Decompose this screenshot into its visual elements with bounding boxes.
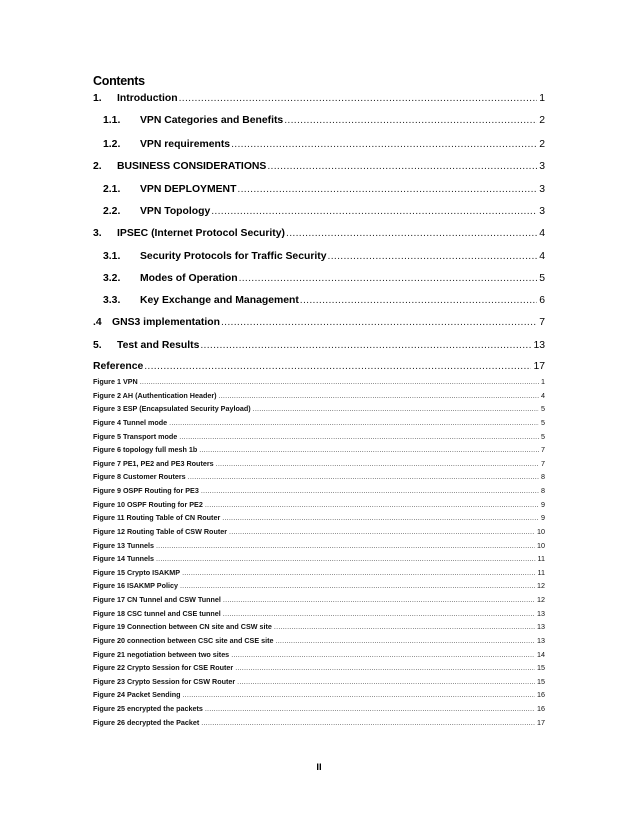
figure-entry-page: 7 bbox=[541, 445, 545, 455]
toc-entry[interactable] bbox=[93, 206, 545, 217]
toc-entry-number: 2.1. bbox=[103, 184, 121, 195]
figure-entry-label: Figure 6 topology full mesh 1b bbox=[93, 445, 198, 455]
figure-leader-dots bbox=[156, 552, 536, 566]
figure-entry-page: 7 bbox=[541, 458, 545, 468]
toc-entry[interactable] bbox=[93, 228, 545, 239]
figure-entry-label: Figure 18 CSC tunnel and CSE tunnel bbox=[93, 608, 221, 618]
toc-entry-page: 4 bbox=[539, 251, 545, 262]
figure-leader-dots bbox=[253, 402, 539, 416]
toc-entry-number: 2.2. bbox=[103, 206, 121, 217]
toc-leader-dots bbox=[267, 161, 537, 172]
figure-entry[interactable] bbox=[93, 620, 545, 634]
figure-entry-page: 9 bbox=[541, 513, 545, 523]
toc-entry-page: 7 bbox=[539, 317, 545, 328]
figure-entry[interactable] bbox=[93, 484, 545, 498]
toc-entry-page: 6 bbox=[539, 295, 545, 306]
figure-entry-page: 14 bbox=[537, 649, 545, 659]
figure-entry-label: Figure 13 Tunnels bbox=[93, 540, 154, 550]
figure-entry[interactable] bbox=[93, 634, 545, 648]
figure-entry[interactable] bbox=[93, 457, 545, 471]
toc-leader-dots bbox=[211, 206, 537, 217]
toc-entry-page: 2 bbox=[539, 115, 545, 126]
figure-entry-page: 5 bbox=[541, 431, 545, 441]
toc-entry[interactable] bbox=[93, 317, 545, 328]
figure-entry[interactable] bbox=[93, 525, 545, 539]
toc-entry-page: 13 bbox=[533, 340, 545, 351]
figure-leader-dots bbox=[274, 620, 535, 634]
toc-entry-number: 3.1. bbox=[103, 251, 121, 262]
figure-entry-page: 17 bbox=[537, 717, 545, 727]
figure-entry[interactable] bbox=[93, 511, 545, 525]
toc-entry-page: 4 bbox=[539, 228, 545, 239]
toc-entry-page: 1 bbox=[539, 93, 545, 104]
figure-entry[interactable] bbox=[93, 470, 545, 484]
toc-leader-dots bbox=[300, 295, 537, 306]
figure-entry[interactable] bbox=[93, 402, 545, 416]
figure-entry[interactable] bbox=[93, 648, 545, 662]
figure-entry-label: Figure 21 negotiation between two sites bbox=[93, 649, 230, 659]
toc-entry-page: 17 bbox=[533, 361, 545, 372]
toc-entry-title: VPN DEPLOYMENT bbox=[140, 184, 237, 195]
figure-entry[interactable] bbox=[93, 539, 545, 553]
figure-leader-dots bbox=[179, 430, 539, 444]
toc-leader-dots bbox=[200, 340, 531, 351]
figure-leader-dots bbox=[223, 593, 535, 607]
toc-entry[interactable] bbox=[93, 139, 545, 150]
toc-entry-title: BUSINESS CONSIDERATIONS bbox=[117, 161, 267, 172]
figure-entry-page: 8 bbox=[541, 486, 545, 495]
toc-entry-page: 3 bbox=[539, 161, 545, 172]
figure-entry-page: 9 bbox=[541, 499, 545, 509]
toc-leader-dots bbox=[144, 361, 531, 372]
figure-entry-label: Figure 20 connection between CSC site and CSE site bbox=[93, 635, 274, 645]
figure-entry-label: Figure 12 Routing Table of CSW Router bbox=[93, 526, 228, 536]
figure-entry-page: 5 bbox=[541, 417, 545, 427]
toc-entry[interactable] bbox=[93, 361, 545, 372]
figure-leader-dots bbox=[205, 498, 539, 512]
toc-leader-dots bbox=[286, 228, 537, 239]
figure-entry[interactable] bbox=[93, 688, 545, 702]
toc-entry-number: 1.2. bbox=[103, 139, 121, 150]
figure-entry-label: Figure 22 Crypto Session for CSE Router bbox=[93, 663, 234, 673]
figure-entry-label: Figure 24 Packet Sending bbox=[93, 690, 181, 700]
figure-entry-page: 16 bbox=[537, 690, 545, 700]
toc-entry-page: 3 bbox=[539, 206, 545, 217]
toc-entry[interactable] bbox=[93, 161, 545, 172]
list-of-figures bbox=[93, 375, 545, 729]
figure-entry-label: Figure 19 Connection between CN site and CSW site bbox=[93, 622, 272, 632]
figure-entry-page: 13 bbox=[537, 622, 545, 632]
figure-entry[interactable] bbox=[93, 579, 545, 593]
toc-entry-title: GNS3 implementation bbox=[112, 317, 220, 328]
figure-entry[interactable] bbox=[93, 443, 545, 457]
figure-entry-label: Figure 10 OSPF Routing for PE2 bbox=[93, 499, 203, 509]
figure-entry[interactable] bbox=[93, 716, 545, 730]
toc-entry-title: VPN Topology bbox=[140, 206, 211, 217]
figure-entry-page: 10 bbox=[537, 540, 545, 550]
toc-entry-number: 1.1. bbox=[103, 115, 121, 126]
toc-entry[interactable] bbox=[93, 340, 545, 351]
figure-entry[interactable] bbox=[93, 702, 545, 716]
figure-entry-label: Figure 26 decrypted the Packet bbox=[93, 717, 200, 727]
toc-entry-title: IPSEC (Internet Protocol Security) bbox=[117, 228, 286, 239]
toc-leader-dots bbox=[284, 115, 537, 126]
toc-entry[interactable] bbox=[93, 115, 545, 126]
figure-leader-dots bbox=[188, 470, 539, 484]
figure-leader-dots bbox=[237, 675, 535, 689]
figure-entry-label: Figure 7 PE1, PE2 and PE3 Routers bbox=[93, 458, 214, 468]
figure-entry[interactable] bbox=[93, 593, 545, 607]
figure-leader-dots bbox=[140, 375, 539, 389]
figure-entry[interactable] bbox=[93, 607, 545, 621]
figure-entry[interactable] bbox=[93, 566, 545, 580]
figure-entry-page: 13 bbox=[537, 635, 545, 645]
figure-entry-label: Figure 23 Crypto Session for CSW Router bbox=[93, 676, 236, 686]
figure-leader-dots bbox=[276, 634, 535, 648]
figure-entry-page: 15 bbox=[537, 676, 545, 686]
figure-entry-page: 12 bbox=[537, 581, 545, 591]
figure-entry-label: Figure 4 Tunnel mode bbox=[93, 417, 168, 427]
toc-leader-dots bbox=[328, 251, 538, 262]
figure-leader-dots bbox=[229, 525, 535, 539]
toc-entry-number: 3. bbox=[93, 228, 102, 239]
figure-entry-page: 8 bbox=[541, 472, 545, 482]
figure-entry-label: Figure 25 encrypted the packets bbox=[93, 704, 203, 713]
figure-entry-page: 1 bbox=[541, 377, 545, 386]
toc-leader-dots bbox=[239, 273, 538, 284]
toc-entry-number: 5. bbox=[93, 340, 102, 351]
toc-entry[interactable] bbox=[93, 273, 545, 284]
toc-entry-page: 5 bbox=[539, 273, 545, 284]
figure-entry-label: Figure 1 VPN bbox=[93, 377, 138, 386]
figure-entry-page: 11 bbox=[537, 567, 545, 577]
toc-leader-dots bbox=[179, 93, 538, 104]
toc-leader-dots bbox=[221, 317, 537, 328]
toc-entry-title: Reference bbox=[93, 361, 144, 372]
toc-entry-number: 3.3. bbox=[103, 295, 121, 306]
figure-entry[interactable] bbox=[93, 675, 545, 689]
figure-entry-label: Figure 9 OSPF Routing for PE3 bbox=[93, 486, 199, 495]
figure-leader-dots bbox=[216, 457, 539, 471]
figure-entry[interactable] bbox=[93, 416, 545, 430]
toc-entry-page: 3 bbox=[539, 184, 545, 195]
figure-leader-dots bbox=[235, 661, 535, 675]
toc-entry[interactable] bbox=[93, 184, 545, 195]
toc-entry-number: .4 bbox=[93, 317, 102, 328]
figure-entry-label: Figure 16 ISAKMP Policy bbox=[93, 581, 178, 591]
figure-entry-label: Figure 14 Tunnels bbox=[93, 554, 154, 564]
toc-entry[interactable] bbox=[93, 93, 545, 104]
toc-leader-dots bbox=[237, 184, 537, 195]
figure-leader-dots bbox=[223, 607, 535, 621]
figure-entry[interactable] bbox=[93, 389, 545, 403]
figure-entry-label: Figure 3 ESP (Encapsulated Security Payload) bbox=[93, 404, 251, 414]
figure-entry-page: 13 bbox=[537, 608, 545, 618]
figure-entry-page: 5 bbox=[541, 404, 545, 414]
figure-leader-dots bbox=[182, 566, 535, 580]
figure-entry-page: 15 bbox=[537, 663, 545, 673]
toc-entry-title: Introduction bbox=[117, 93, 178, 104]
figure-leader-dots bbox=[169, 416, 539, 430]
figure-leader-dots bbox=[231, 648, 535, 662]
figure-entry-page: 10 bbox=[537, 526, 545, 536]
toc-entry-number: 2. bbox=[93, 161, 102, 172]
figure-leader-dots bbox=[222, 511, 539, 525]
contents-heading: Contents bbox=[93, 74, 145, 88]
figure-entry-page: 4 bbox=[541, 390, 545, 400]
toc-entry-number: 3.2. bbox=[103, 273, 121, 284]
figure-leader-dots bbox=[156, 539, 535, 553]
toc-entry-title: Key Exchange and Management bbox=[140, 295, 299, 306]
figure-entry-page: 11 bbox=[537, 554, 545, 564]
toc-entry-title: VPN requirements bbox=[140, 139, 231, 150]
figure-entry-label: Figure 8 Customer Routers bbox=[93, 472, 186, 482]
toc-entry-page: 2 bbox=[539, 139, 545, 150]
figure-entry-label: Figure 15 Crypto ISAKMP bbox=[93, 567, 181, 577]
figure-leader-dots bbox=[219, 389, 539, 403]
toc-entry[interactable] bbox=[93, 295, 545, 306]
figure-entry-page: 16 bbox=[537, 704, 545, 713]
page-number: II bbox=[316, 762, 322, 773]
toc-entry-title: Security Protocols for Traffic Security bbox=[140, 251, 327, 262]
figure-entry-label: Figure 11 Routing Table of CN Router bbox=[93, 513, 221, 523]
toc-entry-number: 1. bbox=[93, 93, 102, 104]
figure-entry-label: Figure 17 CN Tunnel and CSW Tunnel bbox=[93, 595, 221, 604]
figure-leader-dots bbox=[180, 579, 535, 593]
toc-entry-title: VPN Categories and Benefits bbox=[140, 115, 284, 126]
figure-entry-page: 12 bbox=[537, 595, 545, 604]
figure-entry-label: Figure 5 Transport mode bbox=[93, 431, 178, 441]
figure-entry[interactable] bbox=[93, 498, 545, 512]
figure-leader-dots bbox=[182, 688, 535, 702]
toc-leader-dots bbox=[231, 139, 537, 150]
figure-entry[interactable] bbox=[93, 552, 545, 566]
figure-leader-dots bbox=[205, 702, 535, 716]
figure-entry[interactable] bbox=[93, 375, 545, 389]
figure-entry[interactable] bbox=[93, 661, 545, 675]
toc-entry-title: Modes of Operation bbox=[140, 273, 238, 284]
figure-leader-dots bbox=[199, 443, 539, 457]
figure-entry[interactable] bbox=[93, 430, 545, 444]
figure-entry-label: Figure 2 AH (Authentication Header) bbox=[93, 390, 217, 400]
toc-entry-title: Test and Results bbox=[117, 340, 200, 351]
figure-leader-dots bbox=[201, 484, 539, 498]
toc-entry[interactable] bbox=[93, 251, 545, 262]
figure-leader-dots bbox=[201, 716, 535, 730]
